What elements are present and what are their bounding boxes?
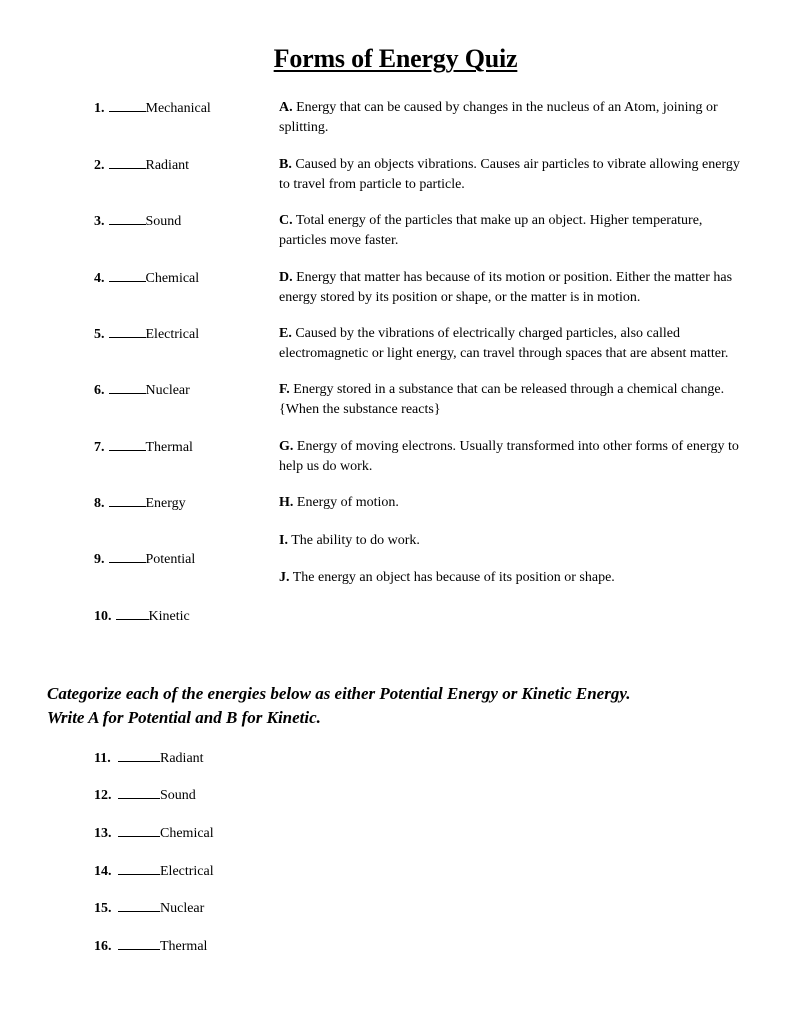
answer-blank[interactable] xyxy=(109,551,146,563)
answer-blank[interactable] xyxy=(109,100,146,112)
question-item xyxy=(94,608,190,625)
term-label: Potential xyxy=(145,552,196,567)
question-item xyxy=(94,551,195,568)
question-item xyxy=(94,326,199,343)
term-label: Energy xyxy=(145,496,186,511)
answer-blank[interactable] xyxy=(109,326,146,338)
question-number: 16. xyxy=(94,939,112,954)
answer-blank[interactable] xyxy=(118,825,160,837)
answer-blank[interactable] xyxy=(109,439,146,451)
question-number: 2. xyxy=(94,158,105,173)
question-item xyxy=(94,382,190,399)
answer-blank[interactable] xyxy=(118,787,160,799)
question-number: 11. xyxy=(94,751,111,766)
definition-letter: G. xyxy=(279,439,294,454)
question-number: 13. xyxy=(94,826,112,841)
definition-item xyxy=(279,268,749,307)
question-number: 6. xyxy=(94,383,105,398)
definition-letter: J. xyxy=(279,570,290,585)
question-number: 4. xyxy=(94,271,105,286)
question-number: 12. xyxy=(94,788,112,803)
question-number: 8. xyxy=(94,496,105,511)
term-label: Thermal xyxy=(160,939,208,954)
categorize-item xyxy=(94,900,204,917)
definition-item xyxy=(279,211,749,250)
question-item xyxy=(94,439,193,456)
definition-text: The ability to do work. xyxy=(291,533,420,548)
question-number: 15. xyxy=(94,901,112,916)
definition-text: Energy of motion. xyxy=(296,495,399,510)
definition-letter: E. xyxy=(279,326,292,341)
term-label: Mechanical xyxy=(145,101,211,116)
term-label: Thermal xyxy=(145,440,193,455)
instructions-line-1: Categorize each of the energies below as either Potential Energy or Kinetic Energy. xyxy=(47,684,631,703)
definition-letter: C. xyxy=(279,213,293,228)
answer-blank[interactable] xyxy=(109,213,146,225)
definition-letter: I. xyxy=(279,533,288,548)
term-label: Electrical xyxy=(160,864,214,879)
categorize-item xyxy=(94,787,196,804)
answer-blank[interactable] xyxy=(109,382,146,394)
definition-item xyxy=(279,380,749,419)
question-number: 14. xyxy=(94,864,112,879)
page-title: Forms of Energy Quiz xyxy=(273,44,518,73)
definition-text: Energy that matter has because of its motion or position. Either the matter has energy stored by its position or shape, or the matter is in motion. xyxy=(279,270,733,305)
definition-item xyxy=(279,324,749,363)
definition-item xyxy=(279,531,749,551)
question-number: 7. xyxy=(94,440,105,455)
question-number: 3. xyxy=(94,214,105,229)
definition-text: The energy an object has because of its position or shape. xyxy=(292,570,615,585)
term-label: Chemical xyxy=(160,826,214,841)
definition-text: Energy that can be caused by changes in the nucleus of an Atom, joining or splitting. xyxy=(279,100,718,135)
question-number: 5. xyxy=(94,327,105,342)
section-instructions xyxy=(47,682,630,730)
question-number: 1. xyxy=(94,101,105,116)
answer-blank[interactable] xyxy=(118,938,160,950)
question-item xyxy=(94,495,186,512)
definition-item xyxy=(279,98,749,137)
term-label: Radiant xyxy=(160,751,204,766)
term-label: Kinetic xyxy=(148,609,190,624)
definition-letter: A. xyxy=(279,100,293,115)
term-label: Electrical xyxy=(145,327,200,342)
answer-blank[interactable] xyxy=(109,157,146,169)
definition-item xyxy=(279,568,749,588)
term-label: Chemical xyxy=(145,271,200,286)
term-label: Nuclear xyxy=(145,383,190,398)
categorize-item xyxy=(94,863,214,880)
question-number: 10. xyxy=(94,609,112,624)
instructions-line-2: Write A for Potential and B for Kinetic. xyxy=(47,708,321,727)
question-item xyxy=(94,270,199,287)
definition-text: Energy of moving electrons. Usually transformed into other forms of energy to help us do work. xyxy=(279,439,739,474)
categorize-item xyxy=(94,750,204,767)
definition-letter: F. xyxy=(279,382,290,397)
definition-item xyxy=(279,493,749,513)
definition-text: Total energy of the particles that make up an object. Higher temperature, particles move faster. xyxy=(279,213,703,248)
definition-letter: B. xyxy=(279,157,292,172)
definition-letter: D. xyxy=(279,270,293,285)
categorize-item xyxy=(94,938,207,955)
answer-blank[interactable] xyxy=(118,863,160,875)
term-label: Sound xyxy=(145,214,182,229)
question-item xyxy=(94,100,211,117)
answer-blank[interactable] xyxy=(118,750,160,762)
definition-item xyxy=(279,155,749,194)
definition-text: Caused by an objects vibrations. Causes air particles to vibrate allowing energy to travel from particle to particle. xyxy=(279,157,740,192)
answer-blank[interactable] xyxy=(109,495,146,507)
definition-letter: H. xyxy=(279,495,294,510)
definition-text: Caused by the vibrations of electrically charged particles, also called electromagnetic or light energy, can travel through spaces that are absent matter. xyxy=(279,326,729,361)
question-item xyxy=(94,157,189,174)
answer-blank[interactable] xyxy=(109,270,146,282)
answer-blank[interactable] xyxy=(118,900,160,912)
categorize-item xyxy=(94,825,214,842)
term-label: Sound xyxy=(160,788,196,803)
answer-blank[interactable] xyxy=(116,608,149,620)
definition-item xyxy=(279,437,749,476)
term-label: Radiant xyxy=(145,158,190,173)
term-label: Nuclear xyxy=(160,901,205,916)
question-number: 9. xyxy=(94,552,105,567)
question-item xyxy=(94,213,181,230)
definition-text: Energy stored in a substance that can be released through a chemical change. {When the substance reacts} xyxy=(279,382,725,417)
